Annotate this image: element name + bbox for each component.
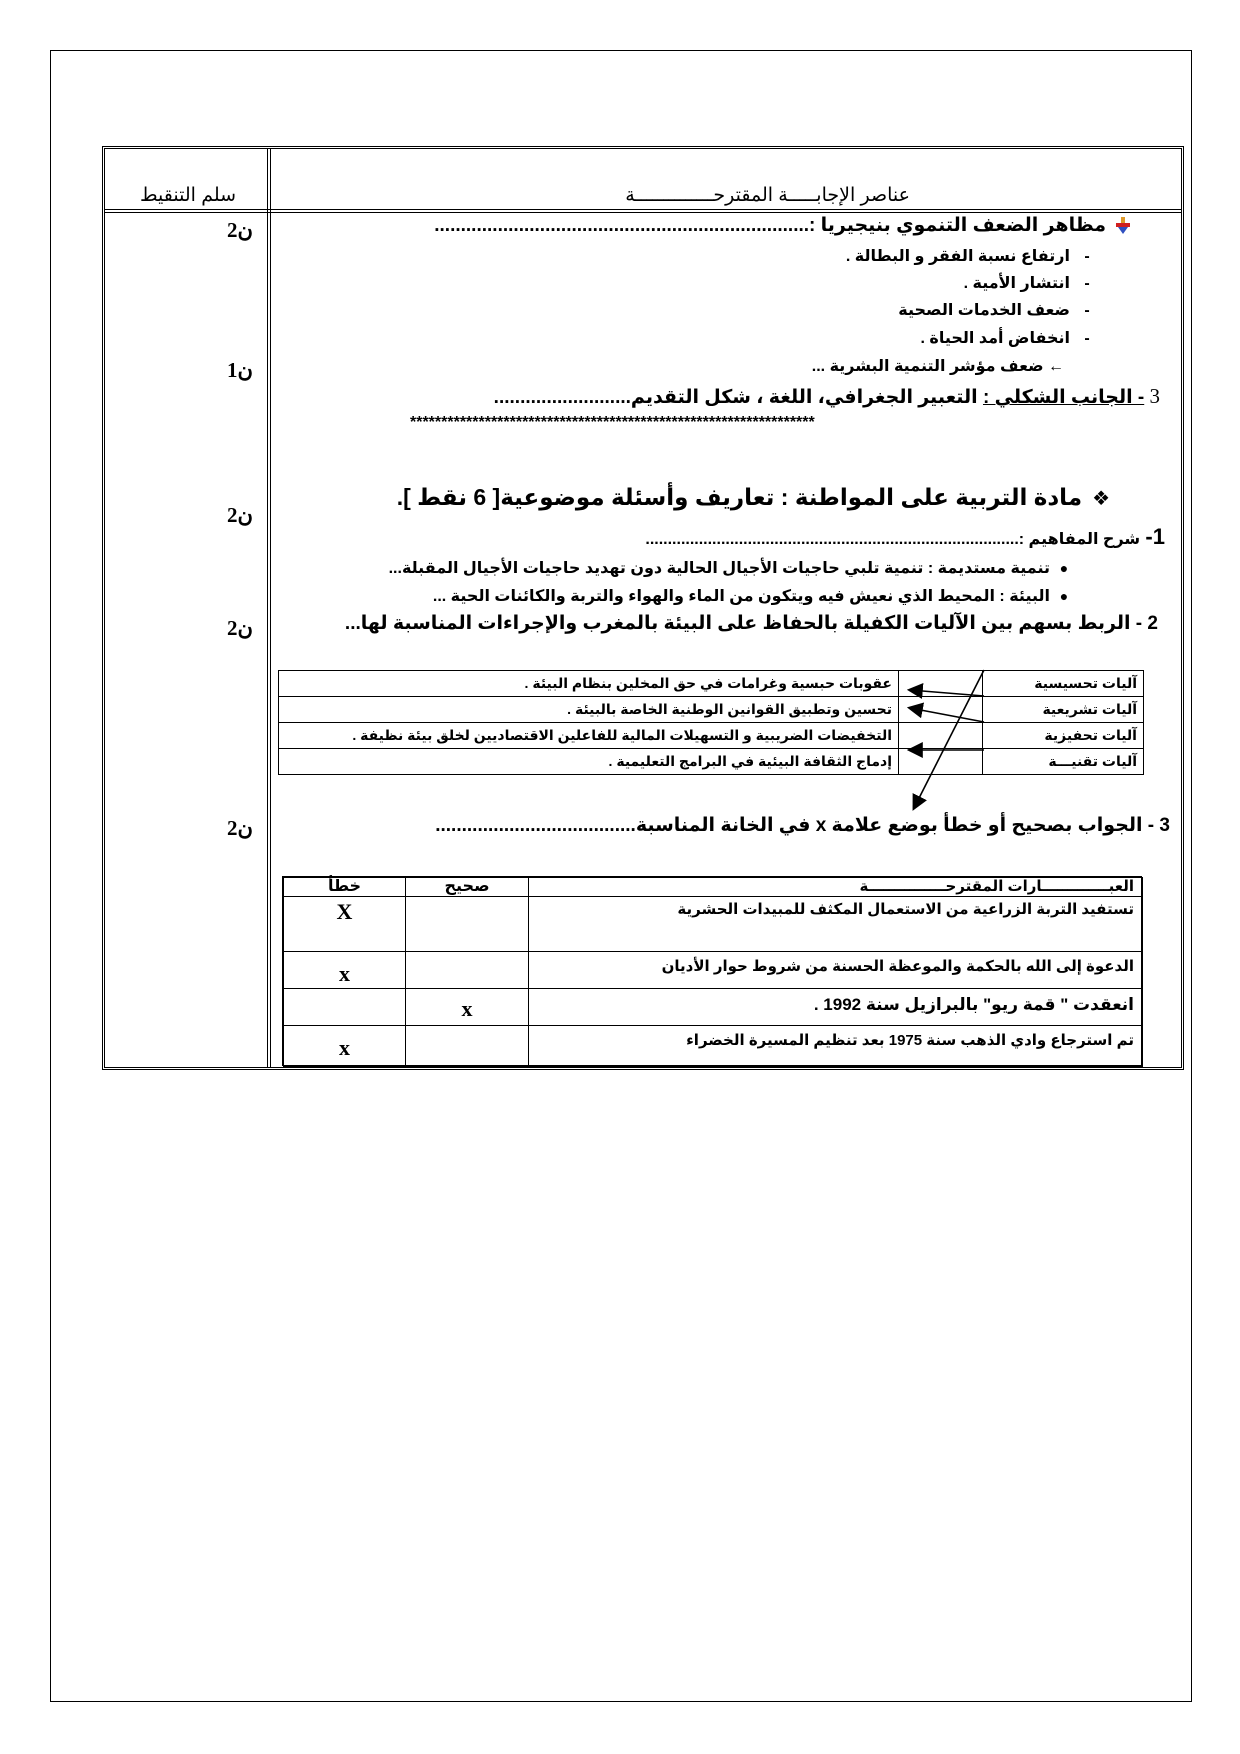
header-divider [105, 209, 1181, 213]
score-column-header: سلم التنقيط [140, 185, 237, 206]
true-false-table [282, 876, 1142, 1066]
definition-item: ●البيئة : المحيط الذي نعيش فيه ويتكون من الماء والهواء والتربة والكائنات الحية ... [432, 588, 1069, 605]
formal-aspect-label: - الجانب الشكلي : [982, 387, 1145, 408]
false-cell [283, 988, 406, 1026]
question-1 [310, 524, 1165, 550]
points-label: 2ن [227, 816, 253, 840]
list-item-text: ضعف الخدمات الصحية [898, 302, 1070, 319]
false-cell: x [283, 1025, 406, 1067]
points-label: 2ن [227, 503, 253, 527]
table-row [278, 722, 1144, 749]
table-row [278, 670, 1144, 697]
matching-table [278, 670, 1144, 782]
question-2: 2 - الربط بسهم بين الآليات الكفيلة بالحفاظ على البيئة بالمغرب والإجراءات المناسبة لها... [344, 613, 1158, 634]
arrow-incentive-to-laws [910, 708, 984, 722]
list-item-text: ارتفاع نسبة الفقر و البطالة . [845, 248, 1070, 265]
mechanism-cell: آليات تحفيزية [982, 722, 1144, 749]
true-cell [405, 896, 529, 952]
question-1-number: 1- [1145, 524, 1165, 549]
table-row [278, 748, 1144, 775]
false-cell: x [283, 951, 406, 989]
points-label: 2ن [227, 616, 253, 640]
list-item: -انتشار الأمية . [963, 275, 1090, 292]
nigeria-conclusion: ← ضعف مؤشر التنمية البشرية ... [811, 358, 1064, 375]
nigeria-heading-text: مظاهر الضعف التنموي بنيجيريا :....................................................................... [434, 215, 1106, 236]
measure-cell: تحسين وتطبيق القوانين الوطنية الخاصة بالبيئة . [278, 696, 899, 723]
statement-cell: تستفيد التربة الزراعية من الاستعمال المكثف للمبيدات الحشرية [528, 896, 1143, 952]
civics-title [380, 484, 1110, 511]
matching-arrows [880, 660, 1010, 830]
question-3: 3 - الجواب بصحيح أو خطأ بوضع علامة x في الخانة المناسبة...................................... [435, 815, 1170, 836]
stars-separator: ***************************************************************** [410, 414, 815, 431]
true-header: صحيح [405, 877, 529, 897]
civics-title-text: مادة التربية على المواطنة : تعاريف وأسئلة موضوعية[ 6 نقط ]. [396, 484, 1083, 510]
column-divider [267, 149, 271, 1067]
table-row [278, 696, 1144, 723]
list-item: -انخفاض أمد الحياة . [920, 330, 1090, 347]
list-item: -ضعف الخدمات الصحية [898, 302, 1090, 319]
false-cell: X [283, 896, 406, 952]
points-label: 1ن [227, 358, 253, 382]
definition-text: تنمية مستديمة : تنمية تلبي حاجيات الأجيال الحالية دون تهديد حاجيات الأجيال المقبلة... [388, 560, 1050, 577]
mechanism-cell: آليات تقنيـــة [982, 748, 1144, 775]
definition-item: ●تنمية مستديمة : تنمية تلبي حاجيات الأجيال الحالية دون تهديد حاجيات الأجيال المقبلة... [388, 560, 1069, 577]
measure-cell: التخفيضات الضريبية و التسهيلات المالية للفاعلين الاقتصاديين لخلق بيئة نظيفة . [278, 722, 899, 749]
list-item-text: انتشار الأمية . [963, 275, 1070, 292]
list-item-text: انخفاض أمد الحياة . [920, 330, 1070, 347]
statement-cell: تم استرجاع وادي الذهب سنة 1975 بعد تنظيم المسيرة الخضراء [528, 1025, 1143, 1067]
points-label: 2ن [227, 218, 253, 242]
measure-cell: إدماج الثقافة البيئية في البرامج التعليمية . [278, 748, 899, 775]
false-header: خطأ [283, 877, 406, 897]
statement-cell: الدعوة إلى الله بالحكمة والموعظة الحسنة من شروط حوار الأديان [528, 951, 1143, 989]
formal-aspect-number: 3 [1149, 384, 1160, 408]
statement-header: العبـــــــــــــارات المقترحـــــــــــــــة [528, 877, 1143, 897]
true-cell [405, 951, 529, 989]
definition-text: البيئة : المحيط الذي نعيش فيه ويتكون من الماء والهواء والتربة والكائنات الحية ... [432, 588, 1050, 605]
list-item: -ارتفاع نسبة الفقر و البطالة . [845, 248, 1090, 265]
diamond-bullet-icon: ❖ [1092, 488, 1110, 510]
formal-aspect-text: التعبير الجغرافي، اللغة ، شكل التقديم.......................... [493, 387, 978, 408]
formal-aspect [400, 384, 1160, 409]
mechanism-cell: آليات تشريعية [982, 696, 1144, 723]
true-cell: x [405, 988, 529, 1026]
mechanism-cell: آليات تحسيسية [982, 670, 1144, 697]
nigeria-heading [280, 214, 1130, 237]
question-1-label: شرح المفاهيم :.................................................................................... [645, 531, 1141, 548]
measure-cell: عقوبات حبسية وغرامات في حق المخلين بنظام البيئة . [278, 670, 899, 697]
statement-cell: انعقدت " قمة ريو" بالبرازيل سنة 1992 . [528, 988, 1143, 1026]
arrow-down-icon [1116, 217, 1130, 235]
true-cell [405, 1025, 529, 1067]
answer-column-header: عناصر الإجابـــــة المقترحــــــــــــــة [625, 185, 910, 206]
